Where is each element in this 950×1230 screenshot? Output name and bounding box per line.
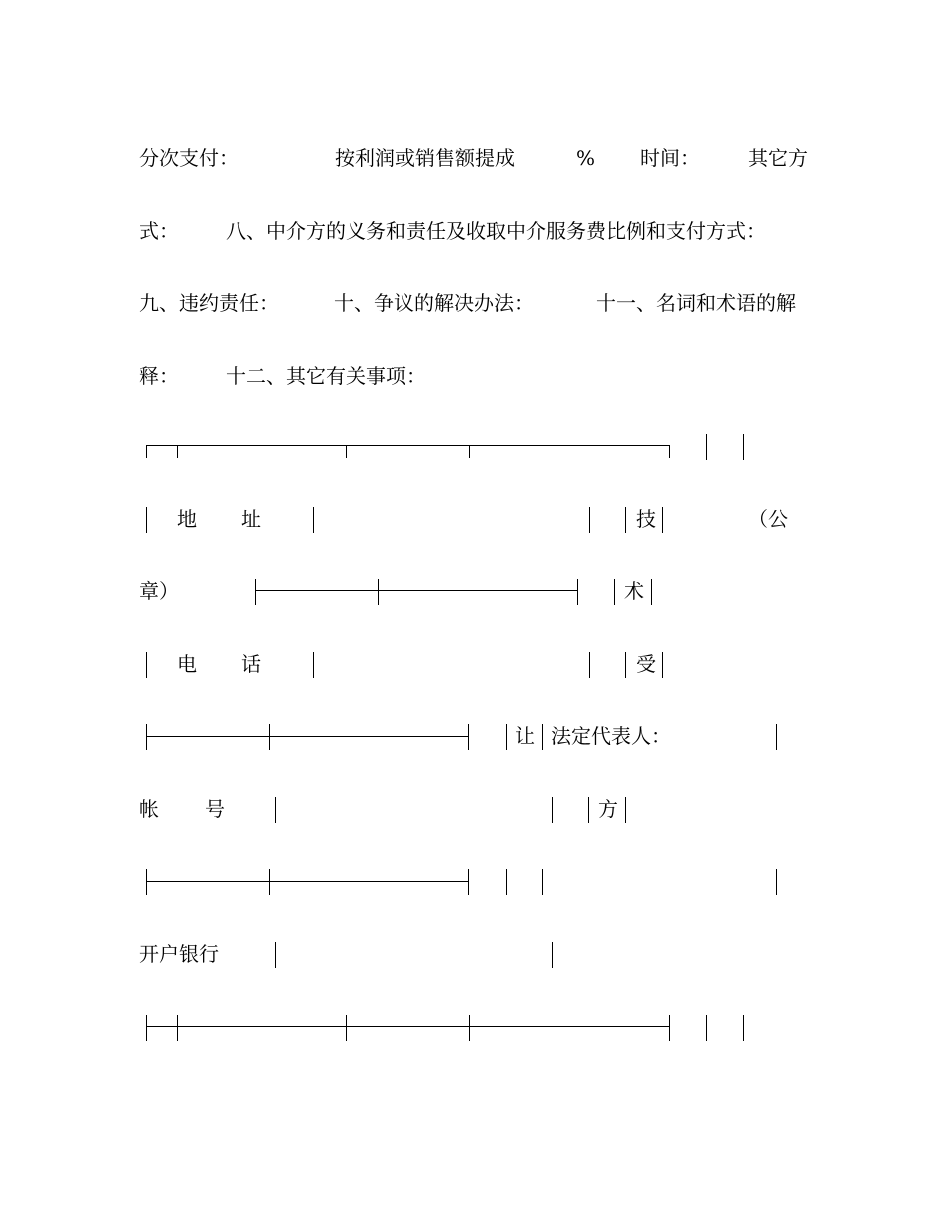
form-tick [177, 445, 178, 458]
label-phone-1: 电 [177, 652, 197, 676]
form-bar [146, 1015, 147, 1041]
form-bar [614, 579, 615, 605]
form-bar [743, 1015, 744, 1041]
label-phone-2: 话 [241, 652, 261, 676]
form-bar [378, 579, 379, 605]
text-profit-share: 按利润或销售额提成 [335, 146, 515, 170]
form-bar [662, 652, 663, 678]
form-bar [577, 579, 578, 605]
vertical-char-ji: 技 [636, 507, 656, 531]
form-bar [552, 942, 553, 968]
vertical-char-rang: 让 [515, 724, 535, 748]
form-bar [625, 652, 626, 678]
form-tick [669, 445, 670, 458]
form-rule [146, 1026, 670, 1027]
form-bar [255, 579, 256, 605]
form-bar [506, 869, 507, 895]
form-bar [506, 724, 507, 750]
form-bar [313, 652, 314, 678]
form-bar [542, 724, 543, 750]
form-bar [552, 797, 553, 823]
vertical-char-fang: 方 [598, 797, 618, 821]
form-bar [275, 942, 276, 968]
form-rule [255, 590, 578, 591]
form-bar [469, 1015, 470, 1041]
form-tick [469, 445, 470, 458]
form-bar [651, 579, 652, 605]
form-bar [146, 507, 147, 533]
form-bar [625, 507, 626, 533]
form-bar [346, 1015, 347, 1041]
label-bank: 开户银行 [139, 942, 219, 966]
form-bar [275, 797, 276, 823]
form-bar [177, 1015, 178, 1041]
label-legal-rep: 法定代表人： [551, 724, 671, 748]
text-percent: % [576, 146, 596, 170]
form-bar [706, 1015, 707, 1041]
form-bar [743, 434, 744, 460]
form-tick [146, 445, 147, 458]
form-bar [776, 869, 777, 895]
form-bar [662, 507, 663, 533]
text-other-method-b: 式： [139, 219, 179, 243]
form-bar [313, 507, 314, 533]
form-tick [346, 445, 347, 458]
text-time: 时间： [640, 146, 700, 170]
vertical-char-shou: 受 [636, 652, 656, 676]
text-clause-12: 十二、其它有关事项： [226, 364, 426, 388]
form-bar [146, 724, 147, 750]
form-bar [588, 797, 589, 823]
form-bar [589, 507, 590, 533]
form-bar [146, 652, 147, 678]
text-clause-11a: 十一、名词和术语的解 [596, 291, 796, 315]
form-rule [146, 445, 670, 446]
form-rule [146, 881, 469, 882]
text-other-method-a: 其它方 [748, 146, 808, 170]
form-bar [589, 652, 590, 678]
form-bar [542, 869, 543, 895]
form-bar [146, 869, 147, 895]
text-clause-9: 九、违约责任： [139, 291, 279, 315]
vertical-char-shu: 术 [624, 579, 644, 603]
form-bar [269, 724, 270, 750]
form-bar [625, 797, 626, 823]
label-account-2: 号 [205, 797, 225, 821]
form-bar [269, 869, 270, 895]
text-installment-payment: 分次支付： [139, 146, 239, 170]
form-bar [468, 724, 469, 750]
label-seal-2: 章） [139, 579, 179, 603]
text-clause-11b: 释： [139, 364, 179, 388]
label-seal-1: （公 [748, 507, 788, 531]
text-clause-8: 八、中介方的义务和责任及收取中介服务费比例和支付方式： [226, 219, 766, 243]
form-bar [706, 434, 707, 460]
form-bar [776, 724, 777, 750]
form-bar [468, 869, 469, 895]
label-address-1: 地 [177, 507, 197, 531]
form-rule [146, 736, 469, 737]
label-account-1: 帐 [139, 797, 159, 821]
form-bar [669, 1015, 670, 1041]
label-address-2: 址 [241, 507, 261, 531]
text-clause-10: 十、争议的解决办法： [334, 291, 534, 315]
